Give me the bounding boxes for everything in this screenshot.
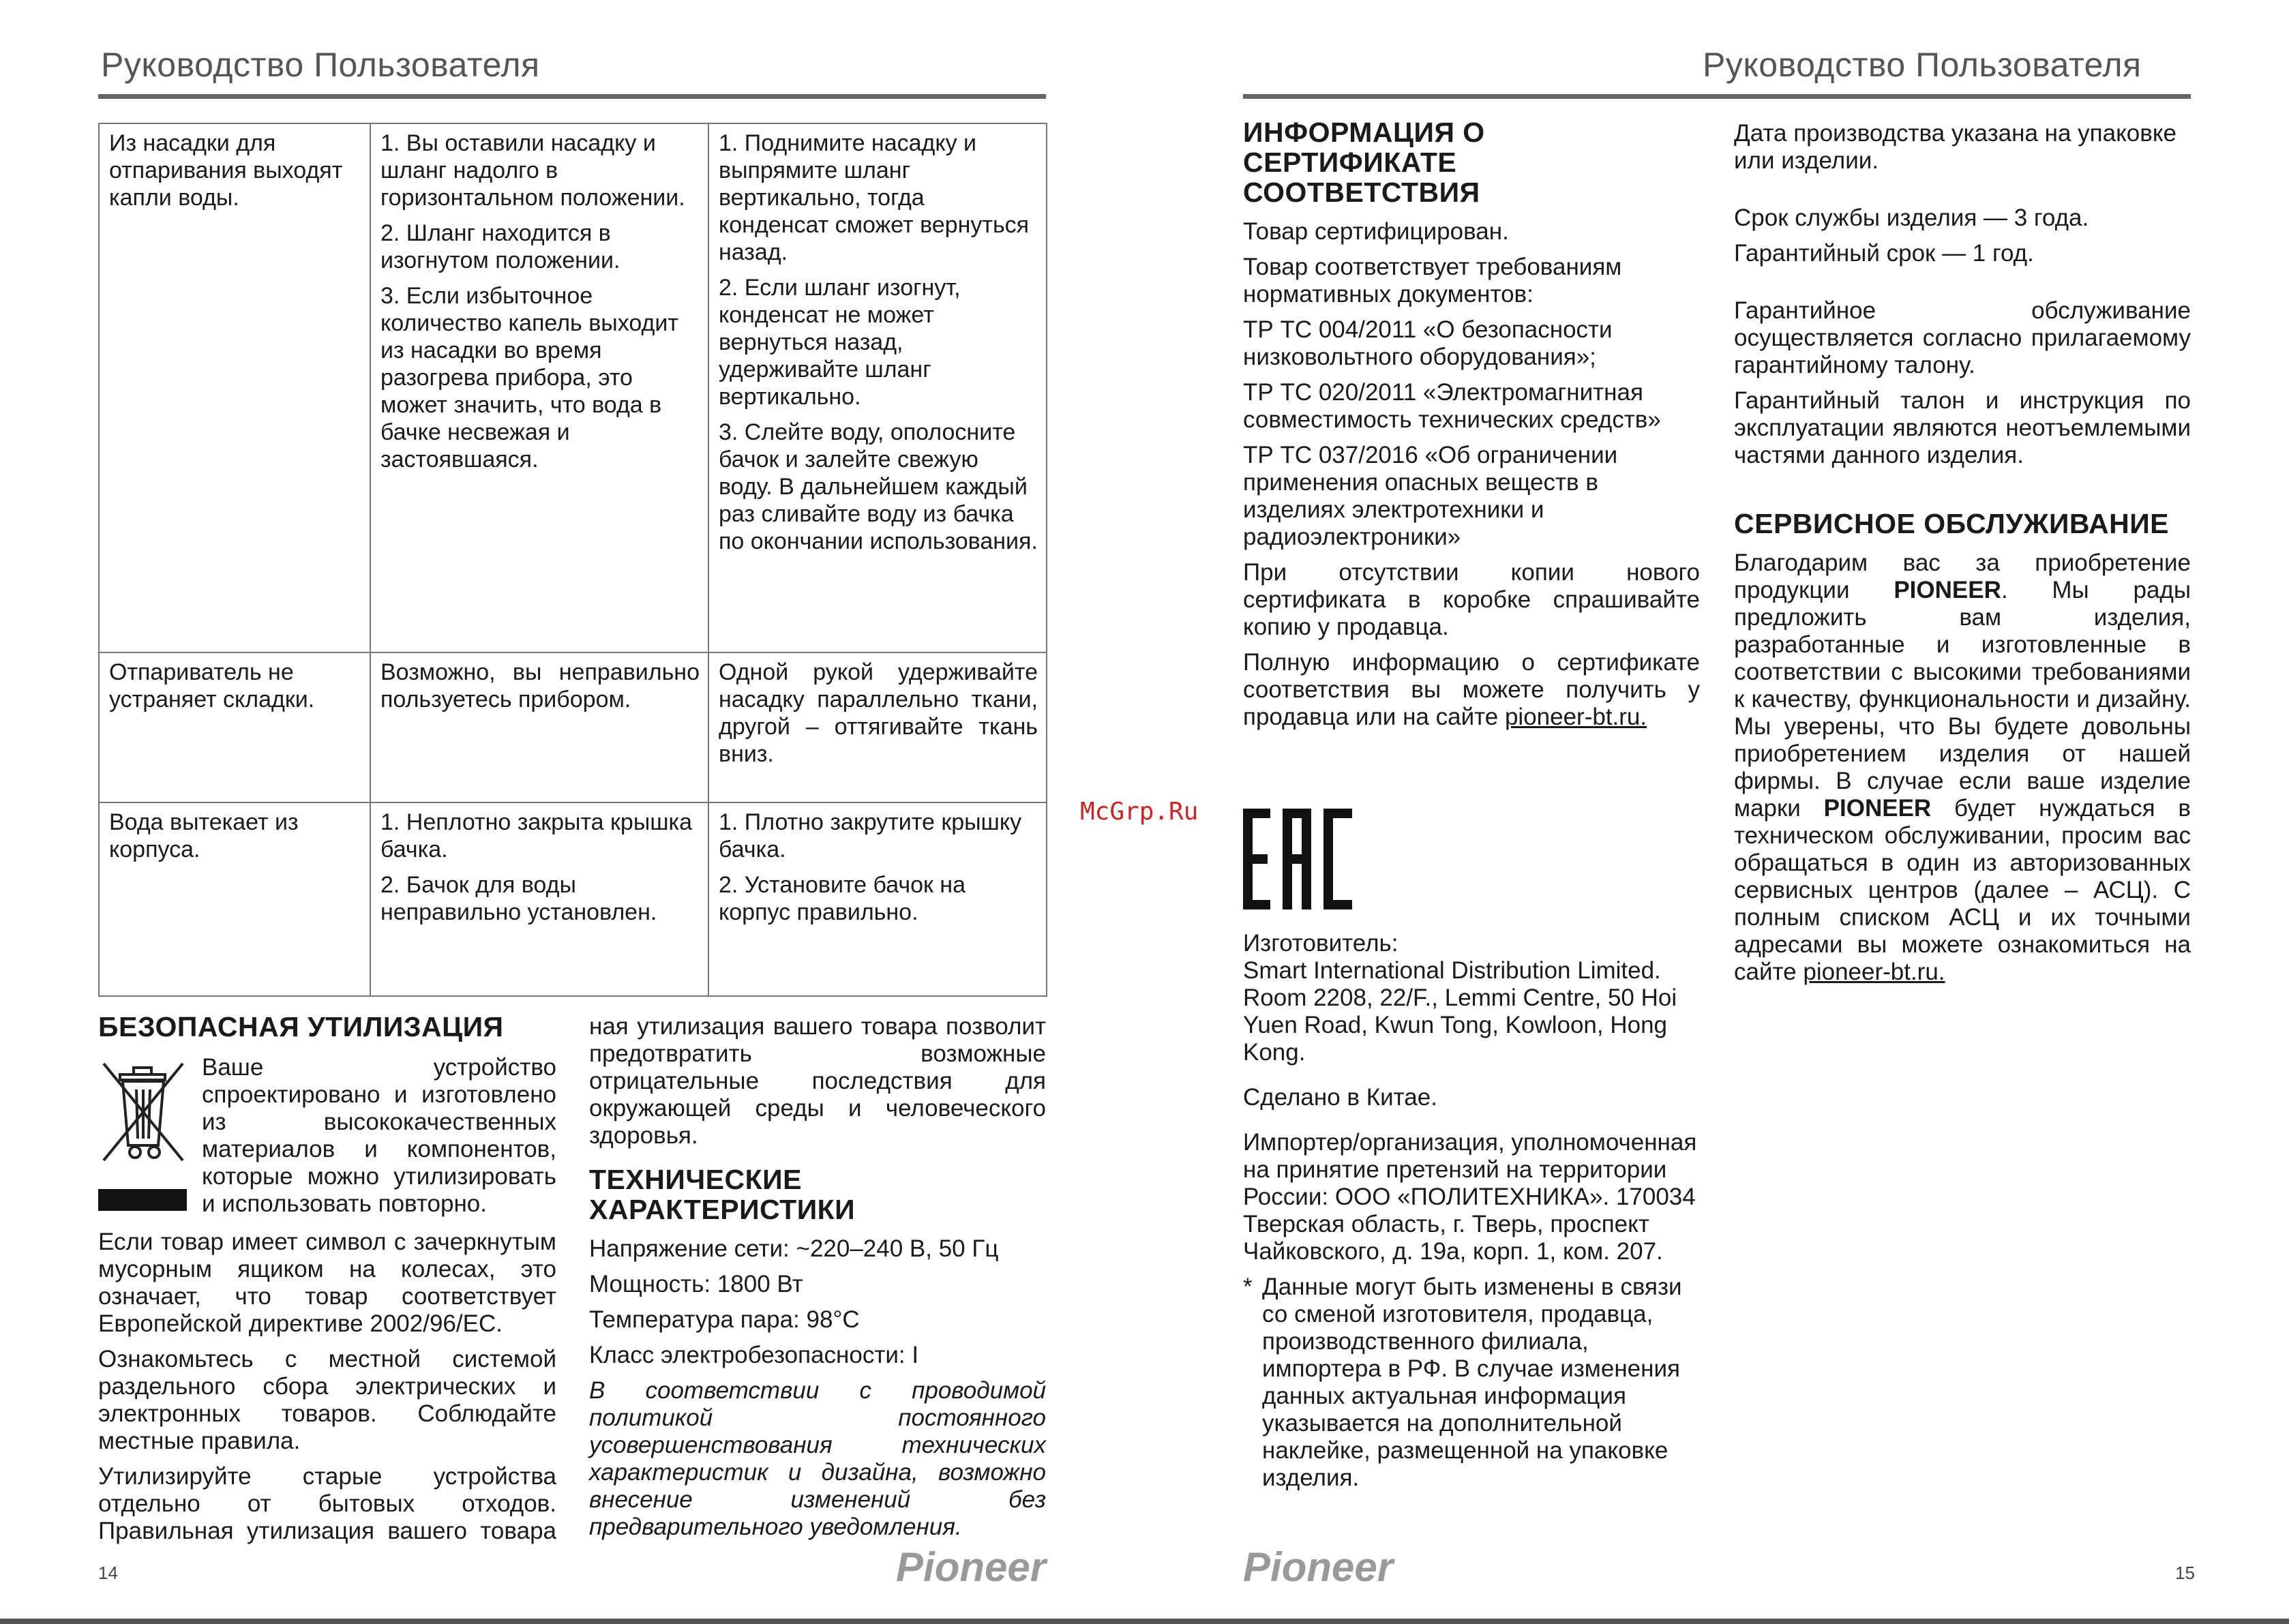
- problem-cell: Вода вытекает из корпуса.: [99, 802, 370, 996]
- solution-cell: Одной рукой удерживайте насадку параллельно ткани, другой – оттягивайте ткань вниз.: [708, 652, 1047, 802]
- certificate-text: Товар сертифицирован. Товар соответствует требованиям нормативных документов: ТР ТС 004/2011 «О безопасности низковольтного оборудования»; ТР ТС 020/2011 «Электромагнитная совместимость технических средств» ТР ТС 037/2016 «Об ограничении применения опасных веществ в изделиях электротехники и радиоэлектроники» При отсутствии копии нового сертификата в коробке спрашивайте копию у продавца. Полную информацию о сертификате соответствия вы можете получить у продавца или на сайте pioneer-bt.ru.: [1243, 218, 1700, 730]
- header-rule-right: [1243, 94, 2191, 99]
- watermark: McGrp.Ru: [1080, 798, 1199, 826]
- troubleshooting-table: [98, 123, 1047, 997]
- header-rule-left: [98, 94, 1046, 99]
- spec-steam-temp: Температура пара: 98°C: [589, 1306, 860, 1333]
- solution-cell: 1. Поднимите насадку и выпрямите шланг вертикально, тогда конденсат сможет вернуться назад. 2. Если шланг изогнут, конденсат не может вернуться назад, удерживайте шланг вертикально. 3. Слейте воду, ополосните бачок и залейте свежую воду. В дальнейшем каждый раз сливайте воду из бачка по окончании использования.: [708, 123, 1047, 652]
- service-text: Благодарим вас за приобретение продукции PIONEER. Мы рады предложить вам изделия, разработанные и изготовленные в соответствии с высокими требованиями к качеству, функциональности и дизайну. Мы уверены, что Вы будете довольны приобретением изделия от нашей фирмы. В случае если ваше изделие марки PIONEER будет нуждаться в техническом обслуживании, просим вас обращаться в один из авторизованных сервисных центров (далее – АСЦ). С полным списком АСЦ и их точными адресами вы можете ознакомиться на сайте pioneer-bt.ru.: [1734, 550, 2191, 985]
- pioneer-logo-left: Pioneer: [896, 1544, 1047, 1590]
- specs-list: [589, 1235, 1046, 1541]
- page-number-right: 15: [2175, 1563, 2195, 1583]
- solution-cell: 1. Плотно закрутите крышку бачка. 2. Установите бачок на корпус правильно.: [708, 802, 1047, 996]
- certificate-heading: ИНФОРМАЦИЯ О СЕРТИФИКАТЕ СООТВЕТСТВИЯ: [1243, 117, 1485, 208]
- problem-cell: Отпариватель не устраняет складки.: [99, 652, 370, 802]
- crossed-bin-icon: [98, 1058, 187, 1181]
- manufacturer-text: Изготовитель: Smart International Distribution Limited. Room 2208, 22/F., Lemmi Centre, 50 Hoi Yuen Road, Kwun Tong, Kowloon, Hong Kong. Сделано в Китае. Импортер/организация, уполномоченная на принятие претензий на территории России: ООО «ПОЛИТЕХНИКА». 170034 Тверская область, г. Тверь, проспект Чайковского, д. 19а, корп. 1, ком. 207. * Данные могут быть изменены в связи со сменой изготовителя, продавца, производственного филиала, импортера в РФ. В случае изменения данных актуальная информация указывается на дополнительной наклейке, размещенной на упаковке изделия.: [1243, 930, 1707, 1492]
- disposal-text: Если товар имеет символ с зачеркнутым мусорным ящиком на колесах, это означает, что товар соответствует Европейской директиве 2002/96/EC. Ознакомьтесь с местной системой раздельного сбора электрических и электронных товаров. Соблюдайте местные правила. Утилизируйте старые устройства отдельно от бытовых отходов. Правильная утилизация вашего товара: [98, 1229, 556, 1544]
- disposal-continued: ная утилизация вашего товара позволит предотвратить возможные отрицательные последствия для окружающей среды и человеческого здоровья.: [589, 1013, 1046, 1149]
- problem-cell: Из насадки для отпаривания выходят капли воды.: [99, 123, 370, 652]
- cause-cell: 1. Вы оставили насадку и шланг надолго в горизонтальном положении. 2. Шланг находится в изогнутом положении. 3. Если избыточное количество капель выходит из насадки во время разогрева прибора, это может значить, что вода в бачке несвежая и застоявшаяся.: [370, 123, 708, 652]
- table-row: [99, 652, 1047, 802]
- pioneer-logo-right: Pioneer: [1243, 1544, 1394, 1590]
- brand-pioneer: PIONEER: [1823, 795, 1932, 822]
- bin-underline-bar: [98, 1189, 187, 1211]
- manufacturer-footnote: Данные могут быть изменены в связи со сменой изготовителя, продавца, производственного филиала, импортера в РФ. В случае изменения данных актуальная информация указывается на дополнительной наклейке, размещенной на упаковке изделия.: [1262, 1274, 1682, 1491]
- table-row: [99, 802, 1047, 996]
- spec-power: Мощность: 1800 Вт: [589, 1271, 803, 1297]
- service-site-link[interactable]: pioneer-bt.ru.: [1803, 959, 1945, 985]
- cause-cell: Возможно, вы неправильно пользуетесь прибором.: [370, 652, 708, 802]
- warranty-text: Дата производства указана на упаковке или изделии. Срок службы изделия — 3 года. Гарантийный срок — 1 год. Гарантийное обслуживание осуществляется согласно прилагаемому гарантийному талону. Гарантийный талон и инструкция по эксплуатации являются неотъемлемыми частями данного изделия.: [1734, 120, 2191, 468]
- brand-pioneer: PIONEER: [1894, 577, 2001, 603]
- page-header-left: Руководство Пользователя: [101, 46, 540, 84]
- spec-voltage: Напряжение сети: ~220–240 В, 50 Гц: [589, 1235, 999, 1262]
- cause-cell: 1. Неплотно закрыта крышка бачка. 2. Бачок для воды неправильно установлен.: [370, 802, 708, 996]
- eac-mark: [1243, 809, 1352, 909]
- bottom-edge-rule: [0, 1619, 2289, 1624]
- specs-note: В соответствии с проводимой политикой постоянного усовершенствования технических характеристик и дизайна, возможно внесение изменений без предварительного уведомления.: [589, 1377, 1046, 1540]
- certificate-site-link[interactable]: pioneer-bt.ru.: [1504, 704, 1647, 730]
- disposal-heading: БЕЗОПАСНАЯ УТИЛИЗАЦИЯ: [98, 1011, 504, 1042]
- page-number-left: 14: [98, 1563, 118, 1583]
- table-row: [99, 123, 1047, 652]
- specs-heading: ТЕХНИЧЕСКИЕ ХАРАКТЕРИСТИКИ: [589, 1164, 856, 1225]
- page-header-right: Руководство Пользователя: [1703, 46, 2142, 84]
- service-heading: СЕРВИСНОЕ ОБСЛУЖИВАНИЕ: [1734, 508, 2170, 539]
- disposal-intro: Ваше устройство спроектировано и изготовлено из высококачественных материалов и компонентов, которые можно утилизировать и использовать повторно.: [202, 1054, 556, 1217]
- spec-safety-class: Класс электробезопасности: I: [589, 1342, 919, 1368]
